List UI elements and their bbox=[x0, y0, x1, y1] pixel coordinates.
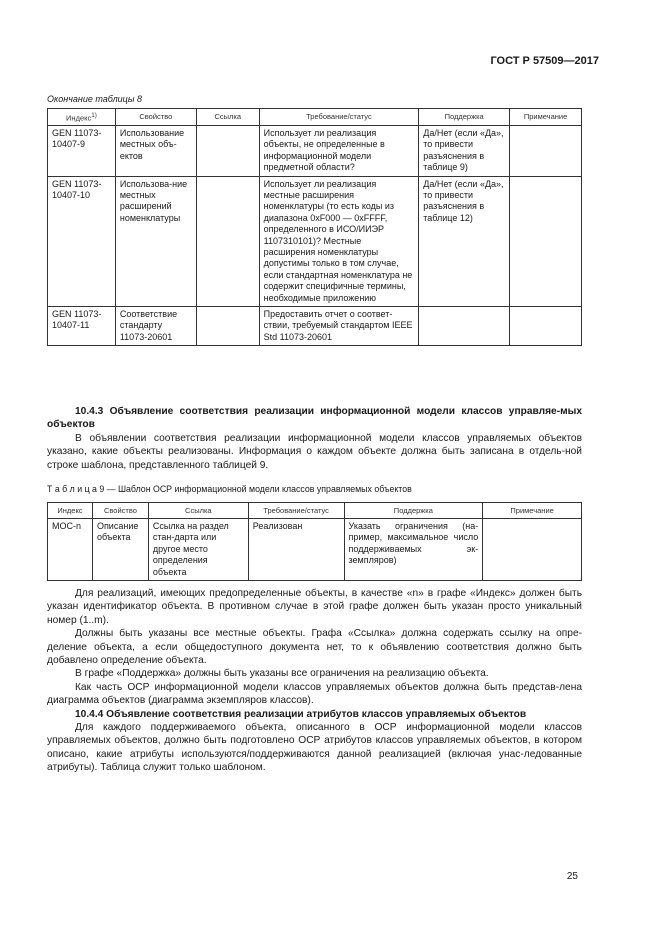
paragraph: Как часть ОСР информационной модели классов управляемых объектов должна быть представ-лена диаграмма объектов (диаграмма экземпляров классов). bbox=[47, 681, 582, 707]
cell-index: GEN 11073-10407-9 bbox=[48, 125, 116, 176]
table9-header-row bbox=[48, 503, 582, 519]
cell-note bbox=[483, 519, 582, 581]
body-paragraphs bbox=[47, 587, 582, 775]
cell-property: Использование местных объ-ектов bbox=[115, 125, 196, 176]
paragraph: Должны быть указаны все местные объекты. Графа «Ссылка» должна содержать ссылку на опре-деление объекта, а если общедоступного документа нет, то к объявлению соответствия должно быть добавлено определение объекта. bbox=[47, 628, 582, 667]
section-1044-text: Для каждого поддерживаемого объекта, описанного в ОСР информационной модели классов управляемых объектов, должно быть подготовлено ОСР атрибутов классов управляемых объектов, в котором описано, какие атрибуты используются/поддерживаются данной реализацией (включая унас-ледованные атрибуты). Таблица служит только шаблоном. bbox=[47, 722, 582, 774]
cell-property: Использова-ние местных расширений номенклатуры bbox=[115, 176, 196, 306]
table-row bbox=[48, 307, 582, 346]
cell-requirement: Реализован bbox=[248, 519, 344, 581]
table9-header-support: Поддержка bbox=[344, 503, 483, 519]
cell-reference bbox=[196, 176, 259, 306]
table9-header-property: Свойство bbox=[92, 503, 148, 519]
cell-note bbox=[510, 125, 582, 176]
table-row bbox=[48, 519, 582, 581]
section-1043 bbox=[47, 405, 582, 472]
paragraph: Для реализаций, имеющих предопределенные объекты, в качестве «n» в графе «Индекс» должен быть указан идентификатор объекта. В противном случае в этой графе должен быть указан просто уникальный номер (1..m). bbox=[47, 588, 582, 626]
table8-header-index: Индекс$^{1)}$ bbox=[48, 109, 116, 126]
table8-header-row bbox=[48, 109, 582, 126]
cell-reference: Ссылка на раздел стан-дарта или другое место определения объекта bbox=[148, 519, 248, 581]
cell-support: Да/Нет (если «Да», то привести разъяснения в таблице 12) bbox=[419, 176, 510, 306]
standard-designation: ГОСТ Р 57509—2017 bbox=[490, 55, 599, 67]
section-1043-heading: 10.4.3 Объявление соответствия реализации информационной модели классов управляе-мых объектов bbox=[47, 406, 582, 431]
table9-header-index: Индекс bbox=[48, 503, 93, 519]
table-row bbox=[48, 176, 582, 306]
table-8 bbox=[47, 108, 582, 346]
table8-header-property: Свойство bbox=[115, 109, 196, 126]
cell-note bbox=[510, 307, 582, 346]
cell-support bbox=[419, 307, 510, 346]
paragraph: В графе «Поддержка» должны быть указаны все ограничения на реализацию объекта. bbox=[75, 668, 489, 680]
table8-header-reference: Ссылка bbox=[196, 109, 259, 126]
cell-reference bbox=[196, 307, 259, 346]
table-row bbox=[48, 125, 582, 176]
table8-header-support: Поддержка bbox=[419, 109, 510, 126]
table-9 bbox=[47, 502, 582, 581]
cell-index: GEN 11073-10407-10 bbox=[48, 176, 116, 306]
cell-property: Описание объекта bbox=[92, 519, 148, 581]
table9-header-requirement: Требование/статус bbox=[248, 503, 344, 519]
cell-index: GEN 11073-10407-11 bbox=[48, 307, 116, 346]
table9-header-reference: Ссылка bbox=[148, 503, 248, 519]
section-1044-heading: 10.4.4 Объявление соответствия реализации атрибутов классов управляемых объектов bbox=[75, 708, 527, 720]
table8-header-note: Примечание bbox=[510, 109, 582, 126]
cell-requirement: Использует ли реализация местные расширения номенклатуры (то есть коды из диапазона 0xF000 — 0xFFFF, определенного в ИСО/ИИЭР 1107310101)? Местные расширения номенклатуры допустимы только в том случае, если стандартная номенклатура не содержит специфичные термины, необходимые приложению bbox=[259, 176, 419, 306]
page-number: 25 bbox=[566, 871, 578, 882]
cell-support: Да/Нет (если «Да», то привести разъяснения в таблице 9) bbox=[419, 125, 510, 176]
cell-requirement: Использует ли реализация объекты, не определенные в информационной модели предметной области? bbox=[259, 125, 419, 176]
section-1043-text: В объявлении соответствия реализации информационной модели классов управляемых объектов указано, какие объекты реализованы. Информация о каждом объекте должна быть записана в отдель-ной строке шаблона, представленного таблицей 9. bbox=[47, 432, 582, 471]
table9-header-note: Примечание bbox=[483, 503, 582, 519]
cell-requirement: Предоставить отчет о соответ-ствии, требуемый стандартом IEEE Std 11073-20601 bbox=[259, 307, 419, 346]
cell-support: Указать ограничения (на-пример, максимальное число поддерживаемых эк-земпляров) bbox=[344, 519, 483, 581]
table9-caption: Т а б л и ц а 9 — Шаблон ОСР информационной модели классов управляемых объектов bbox=[47, 484, 412, 494]
cell-index: МОС-n bbox=[48, 519, 93, 581]
cell-property: Соответствие стандарту 11073-20601 bbox=[115, 307, 196, 346]
table8-caption: Окончание таблицы 8 bbox=[47, 94, 142, 104]
cell-note bbox=[510, 176, 582, 306]
table8-header-requirement: Требование/статус bbox=[259, 109, 419, 126]
cell-reference bbox=[196, 125, 259, 176]
